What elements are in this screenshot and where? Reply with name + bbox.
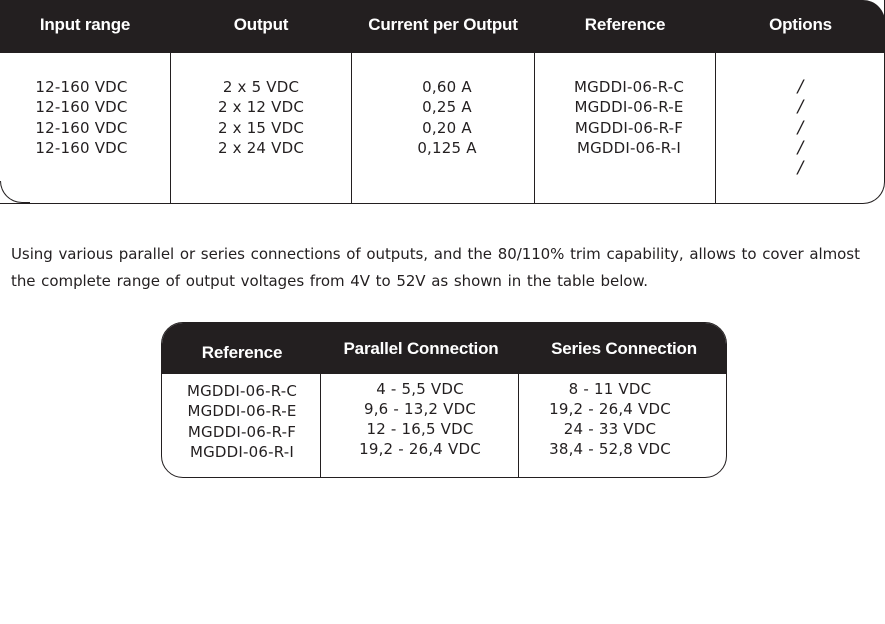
cell: MGDDI-06-R-F — [187, 422, 297, 441]
cell: 12-160 VDC — [35, 98, 128, 117]
cell: 0,125 A — [417, 138, 477, 157]
header-reference: Reference — [201, 343, 283, 362]
header-output: Output — [233, 15, 289, 34]
cell: MGDDI-06-R-E — [187, 402, 297, 421]
cell: 19,2 - 26,4 VDC — [549, 400, 671, 418]
cell: / — [797, 137, 804, 158]
cell: / — [797, 117, 804, 138]
connections-table-header — [162, 323, 727, 374]
paragraph-line: Using various parallel or series connections of outputs, and the 80/110% trim capability, allows to cover almost — [11, 245, 860, 263]
column-current — [352, 77, 542, 158]
cell: 24 - 33 VDC — [563, 420, 657, 438]
column-reference — [535, 77, 723, 158]
cell: 2 x 15 VDC — [217, 118, 305, 137]
cell: 12 - 16,5 VDC — [366, 420, 474, 438]
header-series-connection: Series Connection — [551, 339, 697, 358]
connections-table — [161, 322, 727, 478]
cell: 12-160 VDC — [35, 138, 128, 157]
cell: MGDDI-06-R-I — [576, 138, 682, 157]
column-series — [520, 379, 700, 459]
column-parallel — [322, 379, 518, 459]
cell: MGDDI-06-R-F — [574, 118, 684, 137]
header-current-per-output: Current per Output — [368, 15, 518, 34]
cell: MGDDI-06-R-C — [573, 78, 685, 96]
cell: / — [797, 158, 804, 179]
column-input-range — [0, 77, 163, 158]
cell: 4 - 5,5 VDC — [376, 380, 464, 398]
column-options — [716, 77, 885, 178]
cell: MGDDI-06-R-E — [574, 98, 684, 117]
cell: 0,60 A — [422, 78, 472, 96]
cell: 2 x 24 VDC — [217, 138, 305, 157]
specs-table — [0, 0, 885, 204]
cell: 19,2 - 26,4 VDC — [359, 440, 481, 458]
cell: 12-160 VDC — [35, 118, 128, 137]
cell: / — [797, 97, 804, 118]
cell: 2 x 5 VDC — [222, 78, 300, 96]
cell: 12-160 VDC — [35, 78, 128, 96]
cell: / — [797, 77, 804, 97]
column-divider — [518, 374, 519, 478]
cell: 8 - 11 VDC — [568, 380, 652, 398]
cell: MGDDI-06-R-C — [186, 382, 298, 400]
cell: 0,20 A — [422, 118, 472, 137]
column-output — [171, 77, 351, 158]
paragraph-line: the complete range of output voltages from 4V to 52V as shown in the table below. — [11, 272, 648, 290]
header-parallel-connection: Parallel Connection — [343, 339, 499, 358]
column-reference — [162, 381, 322, 462]
description-paragraph — [11, 241, 881, 295]
cell: 0,25 A — [422, 98, 472, 117]
cell: 2 x 12 VDC — [217, 98, 305, 117]
cell: 9,6 - 13,2 VDC — [363, 400, 477, 418]
cell: 38,4 - 52,8 VDC — [549, 440, 671, 458]
header-input-range: Input range — [39, 15, 131, 34]
header-reference: Reference — [584, 15, 666, 34]
cell: MGDDI-06-R-I — [189, 442, 295, 461]
header-options: Options — [769, 15, 832, 34]
specs-table-header — [0, 0, 885, 53]
